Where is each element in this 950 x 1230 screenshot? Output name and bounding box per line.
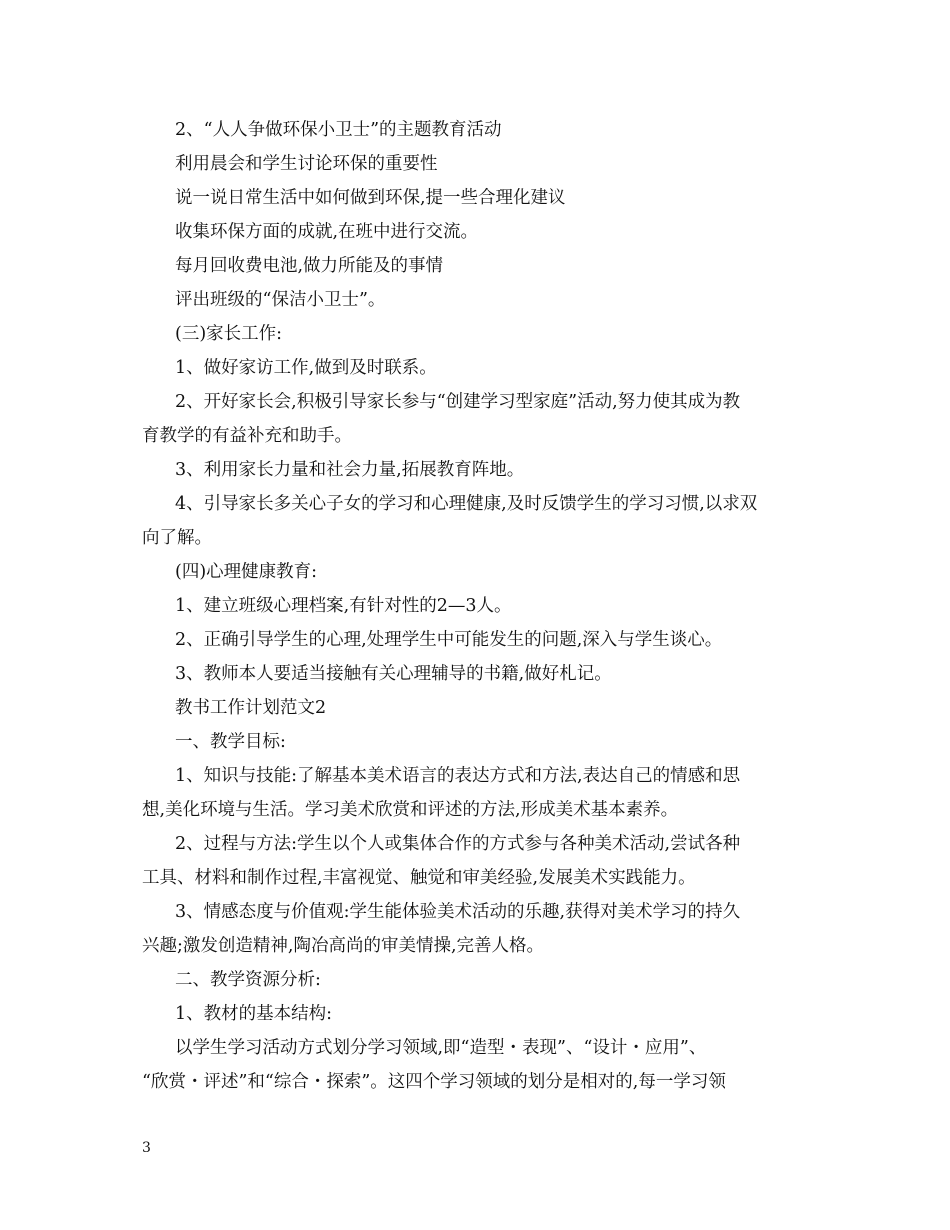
section-heading: 一、教学目标: bbox=[175, 732, 286, 752]
text-line: 每月回收费电池,做力所能及的事情 bbox=[175, 256, 444, 276]
text-line: 评出班级的“保洁小卫士”。 bbox=[175, 290, 386, 310]
page-number: 3 bbox=[142, 1140, 151, 1156]
text-line: 利用晨会和学生讨论环保的重要性 bbox=[175, 154, 438, 174]
text-line: 工具、材料和制作过程,丰富视觉、触觉和审美经验,发展美术实践能力。 bbox=[142, 868, 696, 888]
text-line: 2、“人人争做环保小卫士”的主题教育活动 bbox=[175, 120, 502, 140]
text-line: 说一说日常生活中如何做到环保,提一些合理化建议 bbox=[175, 188, 566, 208]
text-line: 育教学的有益补充和助手。 bbox=[142, 426, 352, 446]
text-line: “欣赏・评述”和“综合・探索”。这四个学习领域的划分是相对的,每一学习领 bbox=[142, 1072, 726, 1092]
text-line: 2、开好家长会,积极引导家长参与“创建学习型家庭”活动,努力使其成为教 bbox=[175, 392, 741, 412]
section-heading: (三)家长工作: bbox=[175, 324, 283, 344]
text-line: 3、情感态度与价值观:学生能体验美术活动的乐趣,获得对美术学习的持久 bbox=[175, 902, 741, 922]
document-title: 教书工作计划范文2 bbox=[175, 698, 327, 718]
text-line: 向了解。 bbox=[142, 528, 212, 548]
text-line: 1、知识与技能:了解基本美术语言的表达方式和方法,表达自己的情感和思 bbox=[175, 766, 741, 786]
text-line: 收集环保方面的成就,在班中进行交流。 bbox=[175, 222, 479, 242]
text-line: 3、教师本人要适当接触有关心理辅导的书籍,做好札记。 bbox=[175, 664, 612, 684]
text-line: 想,美化环境与生活。学习美术欣赏和评述的方法,形成美术基本素养。 bbox=[142, 800, 679, 820]
text-line: 2、过程与方法:学生以个人或集体合作的方式参与各种美术活动,尝试各种 bbox=[175, 834, 741, 854]
text-line: 兴趣;激发创造精神,陶冶高尚的审美情操,完善人格。 bbox=[142, 936, 545, 956]
text-line: 1、建立班级心理档案,有针对性的2—3人。 bbox=[175, 596, 512, 616]
text-line: 2、正确引导学生的心理,处理学生中可能发生的问题,深入与学生谈心。 bbox=[175, 630, 723, 650]
text-line: 4、引导家长多关心子女的学习和心理健康,及时反馈学生的学习习惯,以求双 bbox=[175, 494, 758, 514]
section-heading: 二、教学资源分析: bbox=[175, 970, 321, 990]
text-line: 1、做好家访工作,做到及时联系。 bbox=[175, 358, 437, 378]
text-line: 1、教材的基本结构: bbox=[175, 1004, 333, 1024]
text-line: 以学生学习活动方式划分学习领域,即“造型・表现”、“设计・应用”、 bbox=[175, 1038, 707, 1058]
section-heading: (四)心理健康教育: bbox=[175, 562, 318, 582]
text-line: 3、利用家长力量和社会力量,拓展教育阵地。 bbox=[175, 460, 525, 480]
